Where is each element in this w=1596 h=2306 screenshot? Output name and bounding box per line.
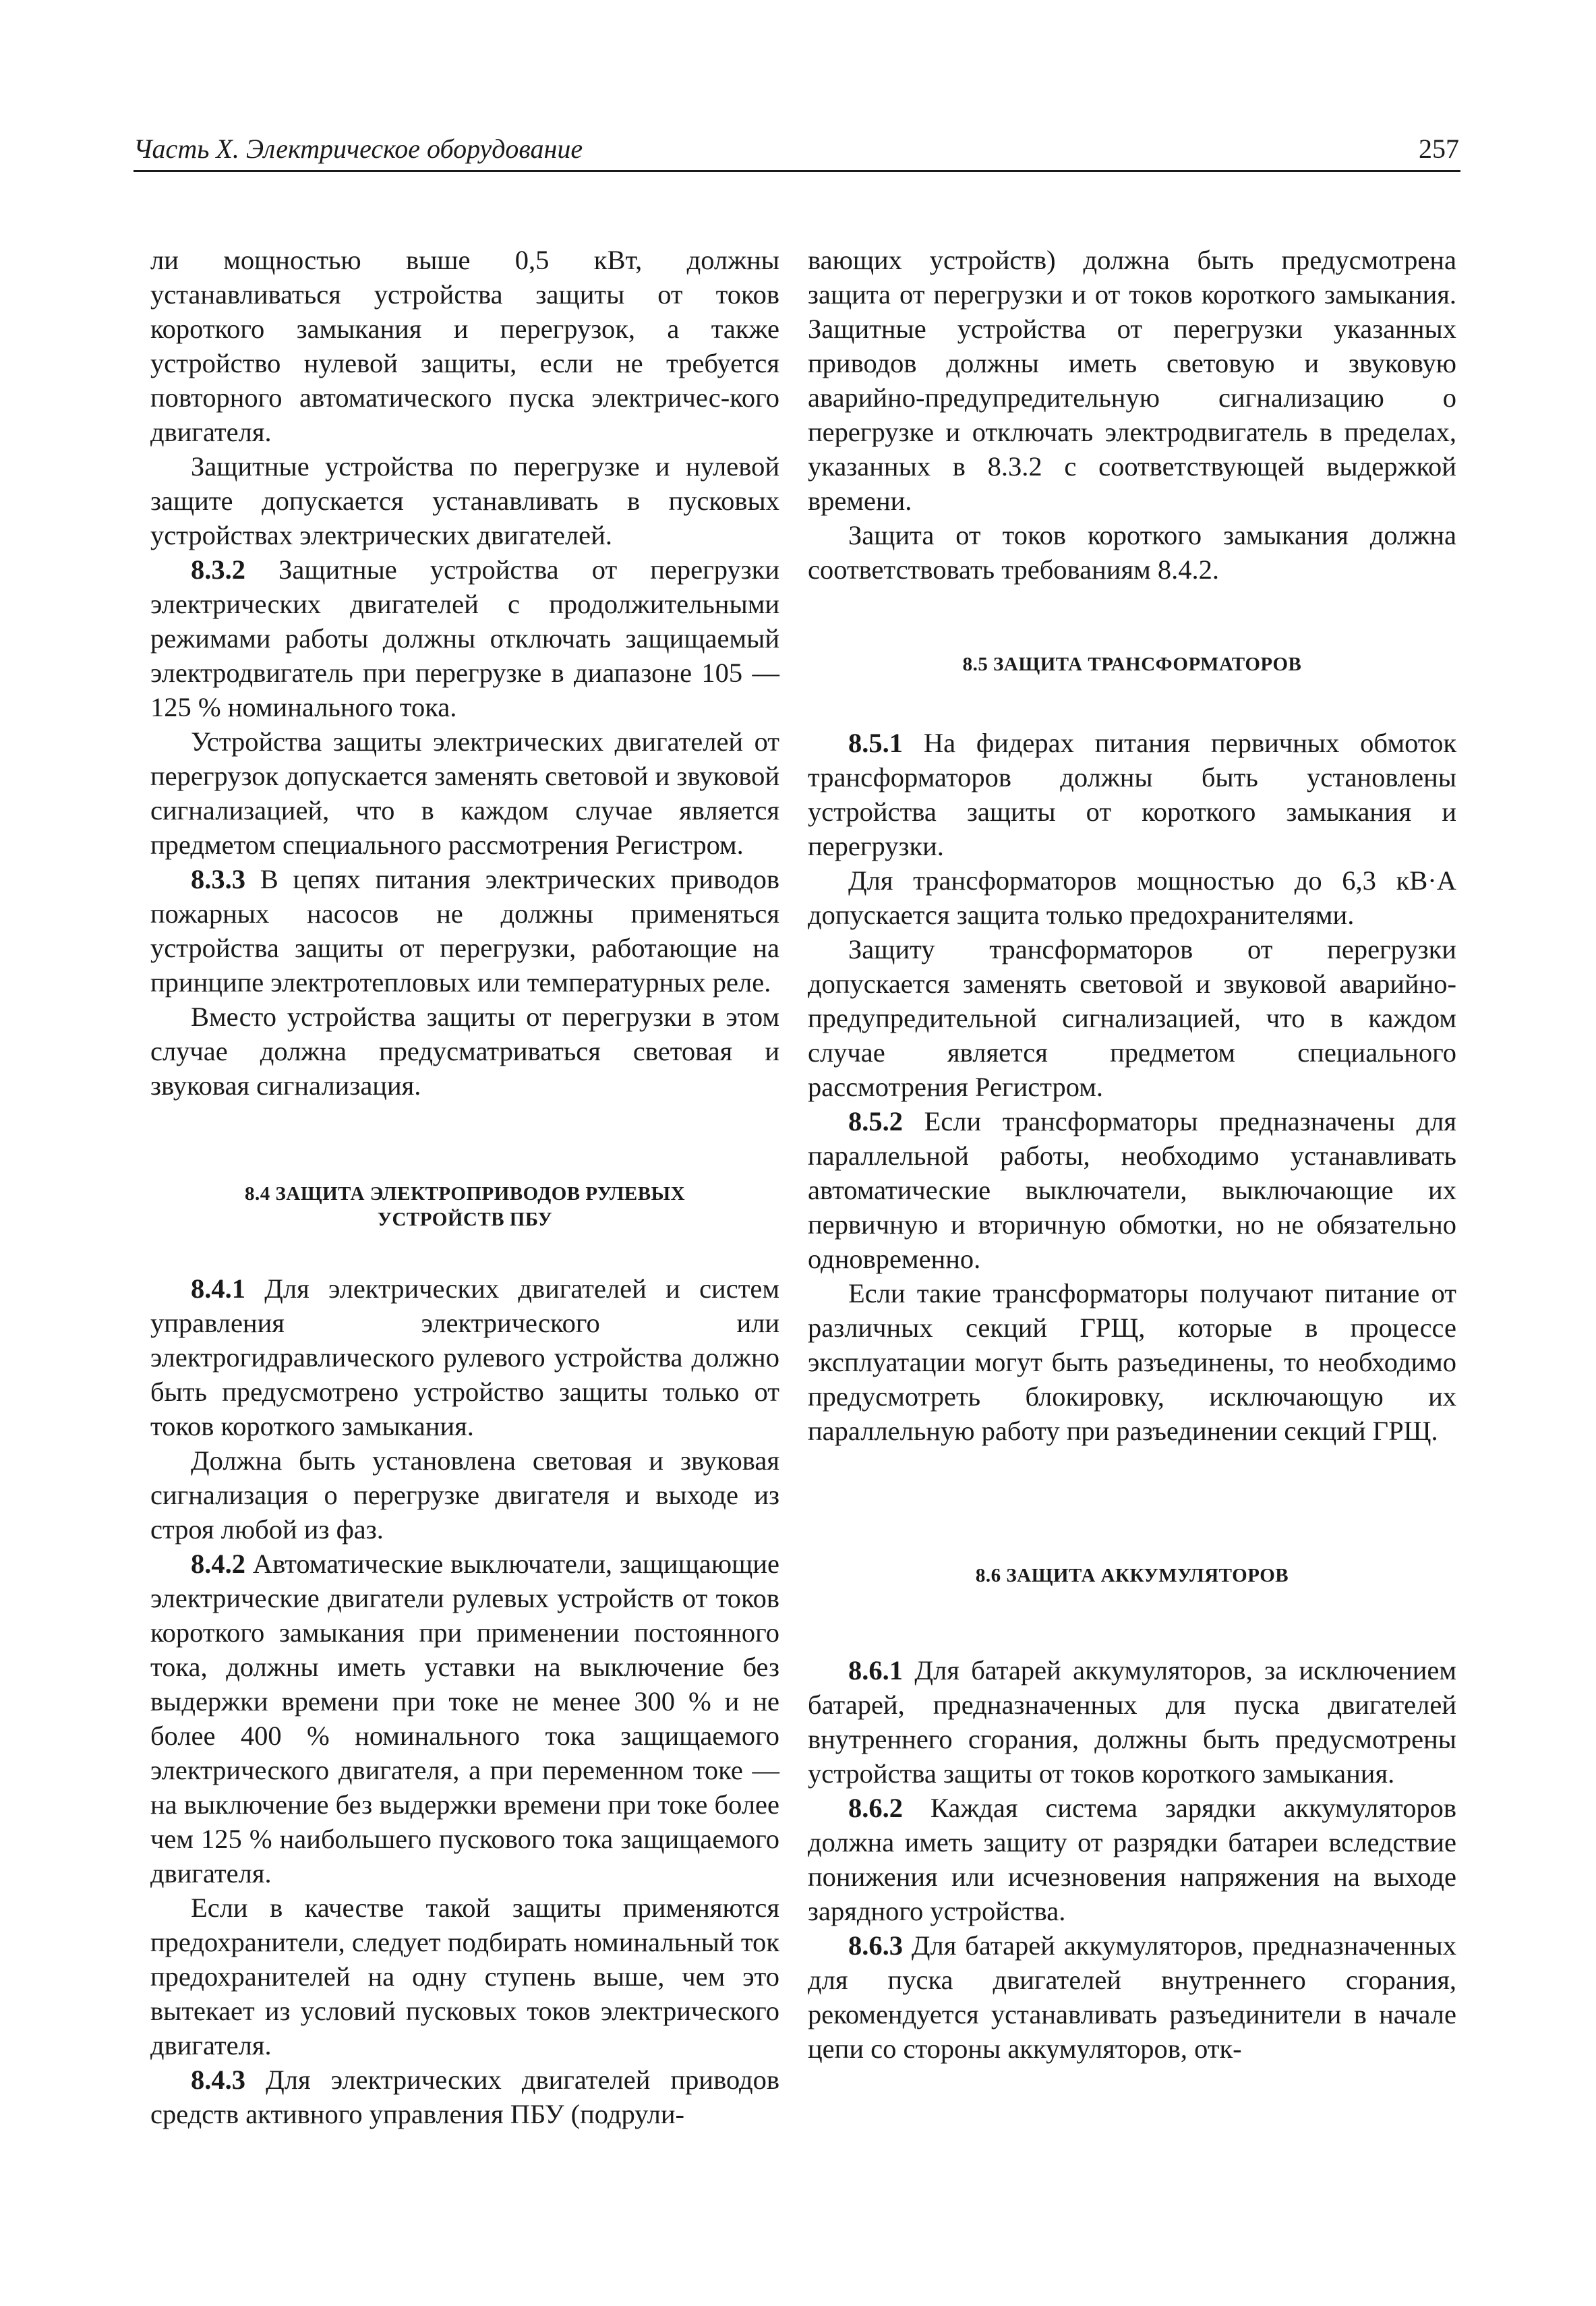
- paragraph-text: Автоматические выключатели, защищающие электрические двигатели рулевых устройств от токов короткого замыкания при применении постоянного тока, должны иметь уставки на выключение без выдержки времени при токе не менее 300 % и не более 400 % номинального тока защищаемого электрического двигателя, а при переменном токе — на выключение без выдержки времени при токе более чем 125 % наибольшего пускового тока защищаемого двигателя.: [150, 1549, 779, 1889]
- clause-number: 8.3.3: [191, 864, 245, 894]
- paragraph: Для трансформаторов мощностью до 6,3 кВ·А допускается защита только предохранителями.: [808, 865, 1456, 930]
- paragraph: [150, 1271, 779, 1443]
- section-heading-line: УСТРОЙСТВ ПБУ: [377, 1209, 553, 1230]
- page-number: 257: [1419, 134, 1459, 164]
- paragraph: [808, 1928, 1456, 2066]
- paragraph: Защита от токов короткого замыкания должна соответствовать требованиям 8.4.2.: [808, 520, 1456, 585]
- paragraph-text: Для электрических двигателей приводов средств активного управления ПБУ (подрули-: [150, 2065, 780, 2129]
- paragraph: [150, 1547, 779, 1891]
- paragraph-text: Если трансформаторы предназначены для параллельной работы, необходимо устанавливать автоматические выключатели, выключающие их первичную и вторичную обмотки, но не обязательно одновременно.: [808, 1106, 1456, 1274]
- paragraph: [808, 726, 1456, 863]
- paragraph-text: Защитные устройства от перегрузки электрических двигателей с продолжительными режимами работы должны отключать защищаемый электродвигатель при перегрузке в диапазоне 105 — 125 % номинального тока.: [150, 554, 780, 722]
- paragraph: [150, 862, 779, 1000]
- paragraph: [808, 1653, 1456, 1791]
- paragraph-text: Каждая система зарядки аккумуляторов должна иметь защиту от разрядки батареи вследствие понижения или исчезновения напряжения на выходе зарядного устройства.: [808, 1793, 1456, 1926]
- paragraph: Защиту трансформаторов от перегрузки допускается заменять световой и звуковой аварийно-предупредительной сигнализацией, что в каждом случае является предметом специального рассмотрения Регистром.: [808, 934, 1456, 1102]
- paragraph: Защитные устройства по перегрузке и нулевой защите допускается устанавливать в пусковых устройствах электрических двигателей.: [150, 451, 779, 550]
- running-header: [134, 129, 1460, 172]
- running-header-title: Часть X. Электрическое оборудование: [134, 134, 583, 164]
- paragraph-text: Для батарей аккумуляторов, предназначенных для пуска двигателей внутреннего сгорания, рекомендуется устанавливать разъединители в начале цепи со стороны аккумуляторов, отк-: [808, 1930, 1456, 2064]
- clause-number: 8.6.1: [848, 1655, 903, 1685]
- paragraph-text: На фидерах питания первичных обмоток трансформаторов должны быть установлены устройства защиты от короткого замыкания и перегрузки.: [808, 728, 1456, 861]
- paragraph: ли мощностью выше 0,5 кВт, должны устанавливаться устройства защиты от токов короткого замыкания и перегрузок, а также устройство нулевой защиты, если не требуется повторного автоматического пуска электричес-кого двигателя.: [150, 245, 779, 447]
- right-column: [808, 243, 1456, 2066]
- paragraph: [808, 1104, 1456, 1276]
- paragraph-text: Для батарей аккумуляторов, за исключением батарей, предназначенных для пуска двигателей внутреннего сгорания, должны быть предусмотрены устройства защиты от токов короткого замыкания.: [808, 1655, 1456, 1789]
- paragraph: Если в качестве такой защиты применяются предохранители, следует подбирать номинальный ток предохранителей на одну ступень выше, чем это вытекает из условий пусковых токов электрического двигателя.: [150, 1893, 779, 2060]
- section-heading-8-5: 8.5 ЗАЩИТА ТРАНСФОРМАТОРОВ: [962, 654, 1302, 675]
- paragraph: Если такие трансформаторы получают питание от различных секций ГРЩ, которые в процессе эксплуатации могут быть разъединены, то необходимо предусмотреть блокировку, исключающую их параллельную работу при разъединении секций ГРЩ.: [808, 1278, 1456, 1446]
- clause-number: 8.4.3: [191, 2065, 245, 2095]
- clause-number: 8.6.2: [848, 1793, 903, 1823]
- clause-number: 8.4.1: [191, 1273, 245, 1304]
- paragraph: вающих устройств) должна быть предусмотрена защита от перегрузки и от токов короткого замыкания. Защитные устройства от перегрузки указанных приводов должны иметь световую и звуковую аварийно-предупредительную сигнализацию о перегрузке и отключать электродвигатель в пределах, указанных в 8.3.2 с соответствующей выдержкой времени.: [808, 245, 1456, 516]
- section-heading-8-4: [150, 1181, 779, 1232]
- paragraph-text: Для электрических двигателей и систем управления электрического или электрогидравлического рулевого устройства должно быть предусмотрено устройство защиты только от токов короткого замыкания.: [150, 1273, 780, 1441]
- clause-number: 8.3.2: [191, 554, 245, 585]
- paragraph: [150, 2063, 779, 2131]
- section-heading-8-6: 8.6 ЗАЩИТА АККУМУЛЯТОРОВ: [975, 1565, 1289, 1586]
- paragraph: Вместо устройства защиты от перегрузки в этом случае должна предусматриваться световая и звуковая сигнализация.: [150, 1002, 779, 1101]
- paragraph: [808, 1791, 1456, 1928]
- clause-number: 8.5.1: [848, 728, 903, 758]
- paragraph-text: В цепях питания электрических приводов пожарных насосов не должны применяться устройства защиты от перегрузки, работающие на принципе электротепловых или температурных реле.: [150, 864, 779, 998]
- clause-number: 8.5.2: [848, 1106, 903, 1136]
- clause-number: 8.6.3: [848, 1930, 903, 1961]
- paragraph: Устройства защиты электрических двигателей от перегрузок допускается заменять световой и звуковой сигнализацией, что в каждом случае является предметом специального рассмотрения Регистром.: [150, 726, 779, 860]
- section-heading-line: 8.4 ЗАЩИТА ЭЛЕКТРОПРИВОДОВ РУЛЕВЫХ: [244, 1183, 686, 1205]
- left-column: [150, 243, 779, 2131]
- paragraph: Должна быть установлена световая и звуковая сигнализация о перегрузке двигателя и выходе из строя любой из фаз.: [150, 1445, 779, 1545]
- clause-number: 8.4.2: [191, 1549, 245, 1579]
- paragraph: [150, 552, 779, 724]
